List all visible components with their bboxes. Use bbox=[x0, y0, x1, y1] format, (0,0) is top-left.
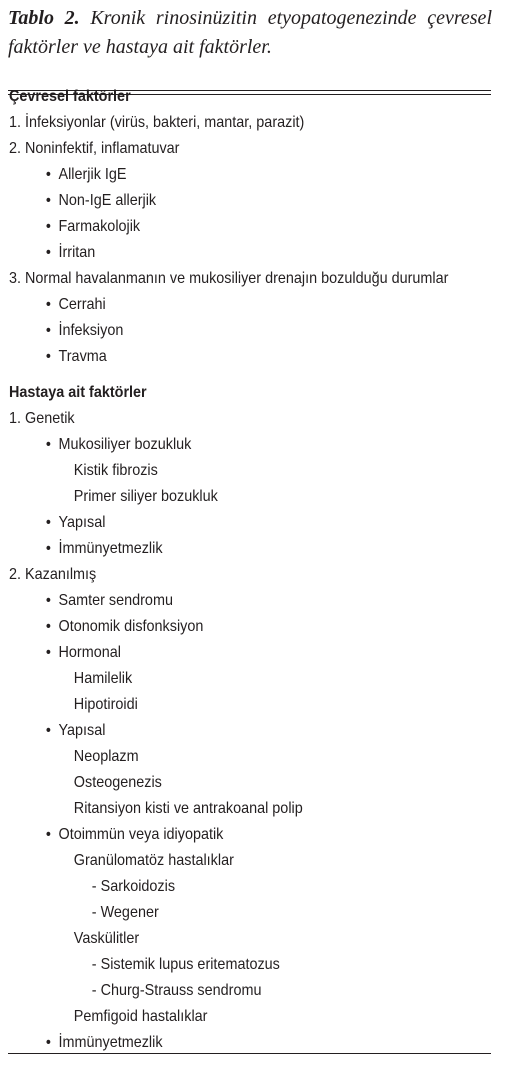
list-item: Hipotiroidi bbox=[73, 696, 138, 713]
list-item: • İrritan bbox=[59, 243, 96, 263]
list-item: • Samter sendromu bbox=[59, 591, 173, 611]
list-item: Neoplazm bbox=[73, 748, 139, 765]
table-caption-text: Kronik rinosinüzitin etyopatogenezinde çevresel faktörler ve hastaya ait faktörler. bbox=[8, 7, 492, 58]
list-item: 2. Kazanılmış bbox=[9, 566, 97, 583]
list-item: Osteogenezis bbox=[73, 774, 162, 791]
list-item: Ritansiyon kisti ve antrakoanal polip bbox=[73, 800, 303, 817]
list-item: Kistik fibrozis bbox=[73, 462, 158, 479]
list-item: • Cerrahi bbox=[59, 295, 106, 315]
list-item: • Travma bbox=[59, 347, 107, 367]
list-item: • Yapısal bbox=[59, 721, 106, 741]
list-item: • Allerjik IgE bbox=[59, 165, 127, 185]
list-item: Granülomatöz hastalıklar bbox=[73, 852, 234, 869]
list-item: • Mukosiliyer bozukluk bbox=[59, 435, 192, 455]
list-item: 2. Noninfektif, inflamatuvar bbox=[9, 140, 180, 157]
list-item: 1. Genetik bbox=[9, 410, 75, 427]
table-caption-label: Tablo 2. bbox=[8, 7, 80, 29]
list-item: • İnfeksiyon bbox=[59, 321, 124, 341]
list-item: - Sistemik lupus eritematozus bbox=[91, 956, 280, 973]
list-item: Primer siliyer bozukluk bbox=[73, 488, 218, 505]
list-item: • İmmünyetmezlik bbox=[59, 539, 163, 559]
list-item: 1. İnfeksiyonlar (virüs, bakteri, mantar, parazit) bbox=[9, 114, 305, 131]
table-caption bbox=[8, 4, 492, 62]
list-item: • Yapısal bbox=[59, 513, 106, 533]
list-item: • İmmünyetmezlik bbox=[59, 1033, 163, 1053]
list-item: Hamilelik bbox=[73, 670, 133, 687]
section-heading-patient: Hastaya ait faktörler bbox=[9, 384, 147, 401]
list-item: • Otonomik disfonksiyon bbox=[59, 617, 204, 637]
list-item: • Non-IgE allerjik bbox=[59, 191, 157, 211]
list-item: - Wegener bbox=[91, 904, 159, 921]
list-item: • Otoimmün veya idiyopatik bbox=[59, 825, 224, 845]
list-item: - Sarkoidozis bbox=[91, 878, 176, 895]
list-item: Vaskülitler bbox=[73, 930, 140, 947]
list-item: • Hormonal bbox=[59, 643, 121, 663]
list-item: • Farmakolojik bbox=[59, 217, 141, 237]
section-heading-environmental: Çevresel faktörler bbox=[9, 88, 131, 105]
list-item: 3. Normal havalanmanın ve mukosiliyer drenajın bozulduğu durumlar bbox=[9, 270, 449, 287]
list-item: Pemfigoid hastalıklar bbox=[73, 1008, 208, 1025]
bottom-rule bbox=[8, 1053, 491, 1054]
list-item: - Churg-Strauss sendromu bbox=[91, 982, 262, 999]
